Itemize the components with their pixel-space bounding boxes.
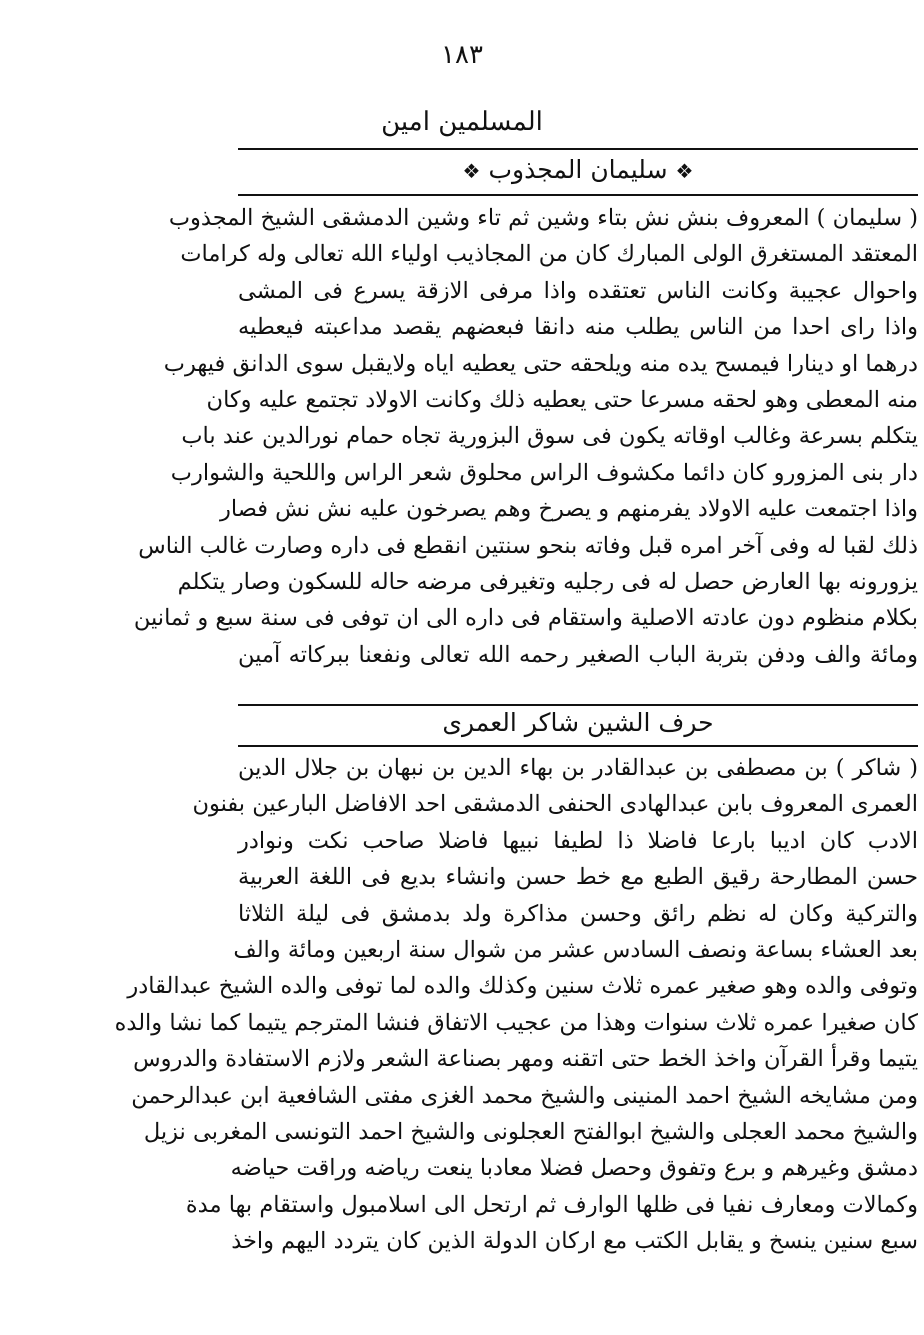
entry-body-shakir (114, 750, 918, 1259)
divider-rule (238, 745, 918, 747)
text-line: والتركية وكان له نظم رائق وحسن مذاكرة ولد بدمشق فى ليلة الثلاثا (238, 900, 918, 927)
divider-rule (238, 704, 918, 706)
text-line: ومن مشايخه الشيخ احمد المنينى والشيخ محمد الغزى مفتى الشافعية ابن عبدالرحمن (131, 1082, 918, 1109)
text-line: ( سليمان ) المعروف بنش نش بتاء وشين ثم تاء وشين الدمشقى الشيخ المجذوب (168, 205, 918, 231)
text-line: دار بنى المزورو كان دائما مكشوف الراس محلوق شعر الراس واللحية والشوارب (170, 459, 918, 486)
entry-heading-sulayman (238, 154, 918, 187)
text-line: بعد العشاء بساعة ونصف السادس عشر من شوال سنة اربعين ومائة والف (233, 936, 918, 963)
divider-rule (238, 148, 918, 150)
running-head: المسلمين امين (381, 107, 543, 137)
text-line: منه المعطى وهو لحقه مسرعا حتى يعطيه ذلك وكانت الاولاد تجتمع عليه وكان (206, 386, 918, 413)
text-line: درهما او دينارا فيمسح يده منه ويلحقه حتى يعطيه اياه ولايقبل سوى الدانق فيهرب (163, 350, 918, 377)
text-line: يتيما وقرأ القرآن واخذ الخط حتى اتقنه ومهر بصناعة الشعر ولازم الاستفادة والدروس (133, 1046, 918, 1073)
text-line: ذلك لقبا له وفى آخر امره قبل وفاته بنحو سنتين انقطع فى داره وصارت غالب الناس (138, 532, 918, 559)
entry-heading-text: سليمان المجذوب (488, 155, 668, 184)
text-line: كان صغيرا عمره ثلاث سنوات وهذا من عجيب الاتفاق فنشا المترجم يتيما كما نشا والده (114, 1009, 918, 1036)
text-line: الادب كان اديبا بارعا فاضلا ذا لطيفا نبيها فاضلا صاحب نكت ونوادر (238, 827, 918, 854)
text-line: العمرى المعروف بابن عبدالهادى الحنفى الدمشقى احد الافاضل البارعين بفنون (192, 791, 918, 818)
text-line: يزورونه بها العارض حصل له فى رجليه وتغيرفى مرضه حاله للسكون وصار يتكلم (177, 568, 918, 595)
text-line: يتكلم بسرعة وغالب اوقاته يكون فى سوق البزورية تجاه حمام نورالدين عند باب (181, 423, 918, 450)
text-line: واذا اجتمعت عليه الاولاد يفرمنهم و يصرخ وهم يصرخون عليه نش نش فصار (219, 496, 918, 523)
text-line: حسن المطارحة رقيق الطبع مع خط حسن وانشاء بديع فى اللغة العربية (238, 864, 918, 891)
text-line: سبع سنين ينسخ و يقابل الكتب مع اركان الدولة الذين كان يتردد اليهم واخذ (231, 1228, 918, 1255)
page-number: ١٨٣ (441, 40, 483, 70)
entry-heading-shakir: حرف الشين شاكر العمرى (442, 708, 714, 737)
text-line: وتوفى والده وهو صغير عمره ثلاث سنين وكذلك والده لما توفى والده الشيخ عبدالقادر (127, 973, 918, 1000)
text-line: واحوال عجيبة وكانت الناس تعتقده واذا مرفى الازقة يسرع فى المشى (238, 277, 918, 304)
divider-rule (238, 194, 918, 196)
text-line: ومائة والف ودفن بتربة الباب الصغير رحمه الله تعالى ونفعنا ببركاته آمين (238, 641, 918, 668)
text-line: وكمالات ومعارف نفيا فى ظلها الوارف ثم ارتحل الى اسلامبول واستقام بها مدة (185, 1191, 918, 1218)
ornament-icon: ❖ (462, 159, 481, 183)
text-line: واذا راى احدا من الناس يطلب منه دانقا فبعضهم يقصد مداعبته فيعطيه (238, 314, 918, 341)
text-line: والشيخ محمد العجلى والشيخ ابوالفتح العجلونى والشيخ احمد التونسى المغربى نزيل (143, 1118, 918, 1145)
text-line: المعتقد المستغرق الولى المبارك كان من المجاذيب اولياء الله تعالى وله كرامات (180, 241, 918, 268)
text-line: ( شاكر ) بن مصطفى بن عبدالقادر بن بهاء الدين بن نبهان بن جلال الدين (238, 755, 918, 781)
text-line: بكلام منظوم دون عادته الاصلية واستقام فى داره الى ان توفى فى سنة سبع و ثمانين (133, 605, 918, 632)
entry-body-sulayman (133, 200, 918, 673)
text-line: دمشق وغيرهم و برع وتفوق وحصل فضلا معادبا ينعت رياضه وراقت حياضه (230, 1155, 918, 1182)
ornament-icon: ❖ (675, 159, 694, 183)
